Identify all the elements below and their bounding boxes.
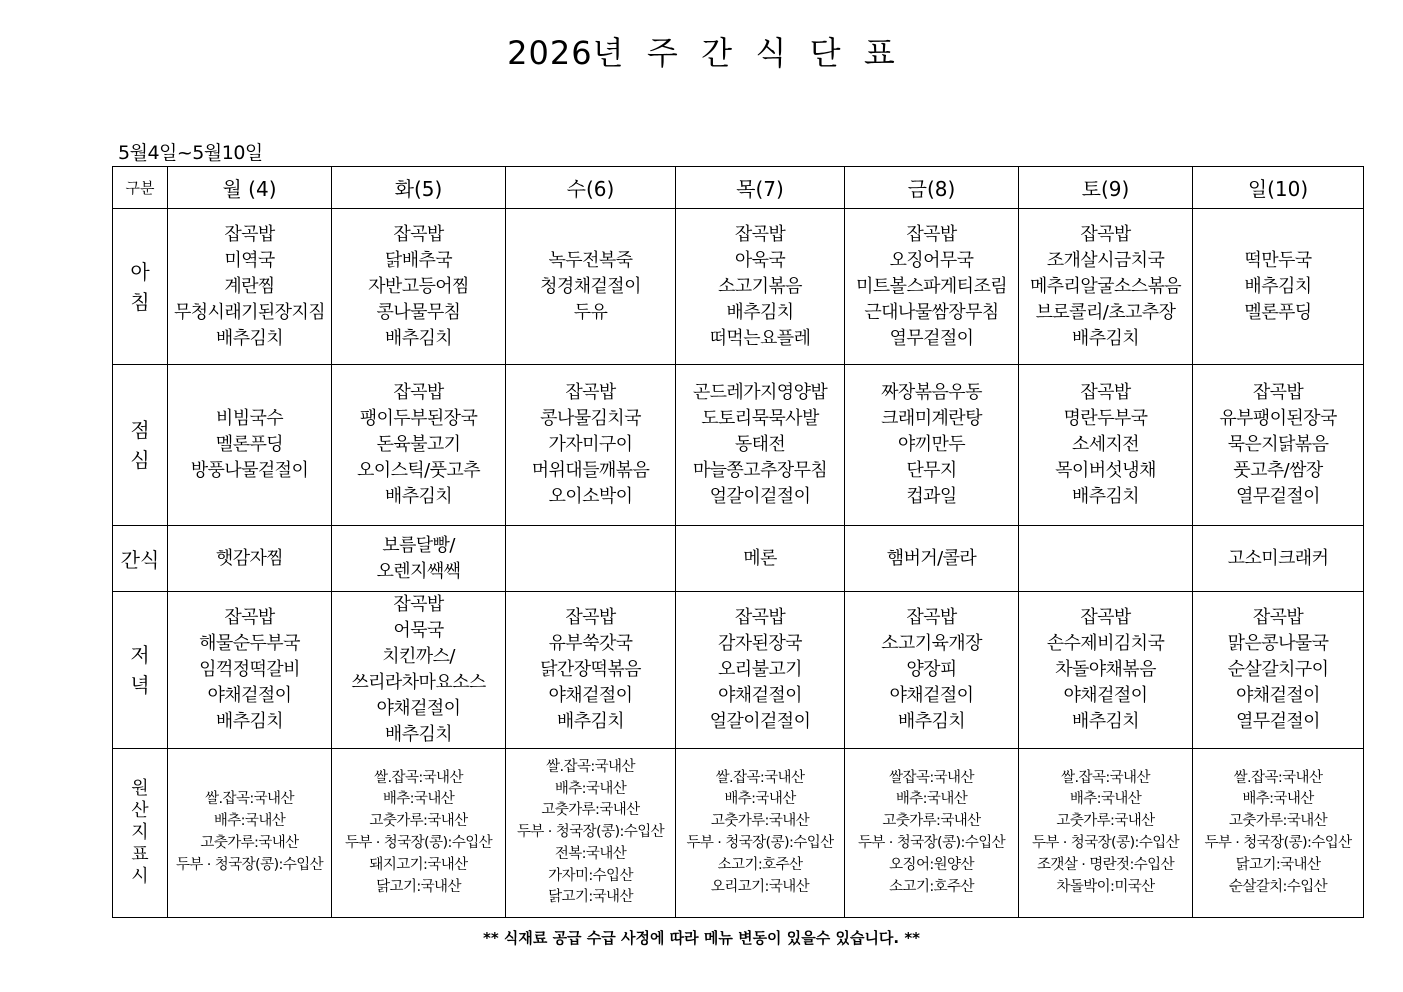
menu-item: 떠먹는요플레	[709, 327, 811, 349]
header-day: 월 (4)	[168, 167, 332, 209]
menu-item: 임꺽정떡갈비	[199, 659, 300, 680]
menu-item: 야끼만두	[897, 434, 966, 455]
row-label-char: 아	[130, 259, 150, 284]
menu-item: 방풍나물겉절이	[190, 460, 309, 481]
menu-item: 배추김치	[1244, 275, 1312, 297]
snack-cell	[676, 526, 845, 592]
menu-item: 녹두전복죽	[548, 249, 633, 271]
menu-item: 오렌지쌕쌕	[376, 560, 461, 582]
menu-item: 잡곡밥	[565, 607, 616, 628]
menu-item: 배추김치	[556, 711, 625, 732]
dinner-cell	[676, 592, 845, 749]
menu-item: 보름달빵/	[382, 534, 455, 556]
snack-cell	[332, 526, 506, 592]
menu-item: 떡만두국	[1244, 249, 1312, 271]
menu-item: 고소미크래커	[1227, 547, 1329, 569]
row-label-char: 심	[130, 448, 150, 472]
menu-item: 오리불고기	[718, 659, 802, 680]
menu-item: 잡곡밥	[734, 223, 786, 245]
menu-item: 목이버섯냉채	[1055, 460, 1156, 481]
origin-item: 조갯살 · 명란젓:수입산	[1037, 856, 1174, 873]
origin-cell	[332, 749, 506, 918]
menu-item: 콩나물무침	[376, 301, 461, 323]
menu-item: 열무겉절이	[1236, 711, 1320, 732]
origin-item: 고춧가루:국내산	[1228, 813, 1328, 830]
origin-item: 배추:국내산	[1069, 791, 1142, 808]
weekly-menu-table	[112, 166, 1364, 918]
row-label-origin	[113, 749, 168, 918]
row-label-snack: 간식	[113, 526, 168, 592]
menu-item: 도토리묵묵사발	[701, 408, 819, 429]
menu-item: 멜론푸딩	[1244, 301, 1312, 323]
menu-item: 잡곡밥	[393, 223, 444, 245]
origin-item: 쌀.잡곡:국내산	[1061, 769, 1150, 786]
menu-item: 잡곡밥	[1080, 223, 1131, 245]
origin-row	[113, 749, 1364, 918]
menu-item: 머위대들깨볶음	[531, 460, 650, 481]
menu-item: 배추김치	[215, 711, 284, 732]
menu-item: 곤드레가지영양밥	[692, 382, 828, 403]
menu-item: 소고기볶음	[718, 275, 802, 297]
lunch-cell	[845, 365, 1019, 526]
lunch-cell	[1019, 365, 1193, 526]
origin-item: 두부 · 청국장(콩):수입산	[857, 835, 1006, 851]
row-label-dinner	[113, 592, 168, 749]
origin-item: 쌀.잡곡:국내산	[546, 758, 635, 775]
menu-item: 잡곡밥	[1252, 607, 1304, 628]
menu-item: 풋고추/쌈장	[1233, 460, 1323, 481]
snack-cell	[168, 526, 332, 592]
menu-item: 명란두부국	[1063, 408, 1148, 429]
menu-item: 얼갈이겉절이	[709, 711, 811, 732]
menu-item: 야채겉절이	[376, 698, 461, 719]
origin-item: 가자미:수입산	[548, 867, 633, 884]
origin-item: 소고기:호주산	[889, 878, 974, 895]
snack-cell	[845, 526, 1019, 592]
menu-item: 소고기육개장	[881, 633, 982, 654]
menu-item: 단무지	[906, 460, 957, 481]
menu-item: 짜장볶음우동	[881, 382, 982, 403]
menu-item: 메추리알굴소스볶음	[1029, 275, 1182, 297]
menu-item: 배추김치	[1071, 711, 1140, 732]
origin-item: 배추:국내산	[382, 791, 455, 808]
origin-item: 두부 · 청국장(콩):수입산	[516, 824, 665, 841]
origin-item: 배추:국내산	[554, 780, 627, 797]
header-day: 목(7)	[676, 167, 845, 209]
menu-item: 잡곡밥	[906, 607, 957, 628]
row-label-char: 저	[130, 643, 150, 667]
origin-item: 고춧가루:국내산	[541, 802, 640, 819]
menu-item: 햇감자찜	[215, 547, 284, 569]
menu-item: 햄버거/콜라	[886, 547, 977, 569]
origin-cell	[676, 749, 845, 918]
row-label-char: 침	[130, 289, 150, 314]
origin-item: 두부 · 청국장(콩):수입산	[344, 835, 493, 851]
menu-item: 무청시래기된장지짐	[173, 301, 326, 323]
menu-item: 잡곡밥	[1080, 607, 1131, 628]
menu-item: 오이스틱/풋고추	[357, 460, 480, 481]
origin-item: 쌀잡곡:국내산	[889, 769, 974, 786]
menu-item: 청경채겉절이	[540, 275, 641, 297]
breakfast-cell	[845, 209, 1019, 365]
menu-item: 손수제비김치국	[1046, 633, 1165, 654]
menu-item: 잡곡밥	[906, 223, 957, 245]
origin-item: 쌀.잡곡:국내산	[715, 769, 805, 786]
origin-item: 배추:국내산	[724, 791, 796, 808]
menu-item: 소세지전	[1071, 434, 1140, 455]
menu-item: 배추김치	[726, 301, 794, 323]
menu-item: 치킨까스/	[382, 646, 455, 667]
menu-item: 미역국	[224, 249, 275, 271]
breakfast-cell	[332, 209, 506, 365]
row-label-char: 점	[130, 418, 150, 442]
menu-item: 잡곡밥	[1252, 382, 1304, 403]
origin-item: 닭고기:국내산	[548, 889, 633, 906]
menu-item: 잡곡밥	[224, 607, 275, 628]
origin-item: 고춧가루:국내산	[369, 813, 468, 830]
origin-item: 고춧가루:국내산	[882, 813, 981, 830]
origin-item: 닭고기:국내산	[376, 878, 461, 895]
menu-item: 비빔국수	[215, 408, 284, 429]
menu-item: 배추김치	[384, 486, 453, 507]
row-label-char: 원	[131, 778, 149, 799]
menu-item: 잡곡밥	[393, 594, 444, 615]
menu-item: 야채겉절이	[1236, 685, 1320, 706]
dinner-cell	[506, 592, 676, 749]
menu-item: 배추김치	[1071, 327, 1140, 349]
header-day: 일(10)	[1193, 167, 1364, 209]
origin-cell	[1193, 749, 1364, 918]
header-day: 금(8)	[845, 167, 1019, 209]
menu-item: 잡곡밥	[565, 382, 616, 403]
snack-row	[113, 526, 1364, 592]
menu-item: 야채겉절이	[718, 685, 802, 706]
menu-item: 해물순두부국	[199, 633, 300, 654]
page-title: 2026년 주 간 식 단 표	[507, 34, 896, 72]
origin-item: 닭고기:국내산	[1235, 856, 1321, 873]
menu-item: 야채겉절이	[207, 685, 292, 706]
lunch-cell	[332, 365, 506, 526]
menu-item: 배추김치	[384, 327, 453, 349]
menu-item: 돈육불고기	[376, 434, 461, 455]
origin-item: 쌀.잡곡:국내산	[205, 791, 294, 808]
origin-item: 배추:국내산	[1242, 791, 1314, 808]
origin-item: 돼지고기:국내산	[369, 856, 468, 873]
menu-item: 콩나물김치국	[540, 408, 641, 429]
header-day: 화(5)	[332, 167, 506, 209]
menu-item: 잡곡밥	[224, 223, 275, 245]
menu-item: 브로콜리/초고추장	[1035, 301, 1176, 323]
footer-note: ** 식재료 공급 수급 사정에 따라 메뉴 변동이 있을수 있습니다. **	[482, 929, 921, 947]
menu-item: 잡곡밥	[393, 382, 444, 403]
header-corner: 구분	[113, 167, 168, 209]
menu-item: 배추김치	[215, 327, 284, 349]
origin-item: 두부 · 청국장(콩):수입산	[686, 835, 834, 851]
menu-item: 배추김치	[1071, 486, 1140, 507]
menu-item: 묵은지닭볶음	[1227, 434, 1329, 455]
origin-item: 배추:국내산	[895, 791, 968, 808]
menu-item: 가자미구이	[548, 434, 633, 455]
origin-item: 전복:국내산	[554, 845, 627, 862]
dinner-cell	[1193, 592, 1364, 749]
snack-cell	[506, 526, 676, 592]
menu-item: 맑은콩나물국	[1227, 633, 1329, 654]
menu-item: 미트볼스파게티조림	[855, 275, 1008, 297]
menu-item: 오이소박이	[548, 486, 633, 507]
header-day: 토(9)	[1019, 167, 1193, 209]
menu-item: 배추김치	[384, 724, 453, 745]
menu-item: 닭배추국	[384, 249, 453, 271]
menu-item: 야채겉절이	[548, 685, 633, 706]
menu-item: 계란찜	[224, 275, 275, 297]
origin-item: 순살갈치:수입산	[1228, 878, 1328, 895]
dinner-row	[113, 592, 1364, 749]
origin-item: 배추:국내산	[213, 813, 286, 830]
week-period: 5월4일~5월10일	[118, 142, 263, 164]
snack-cell	[1019, 526, 1193, 592]
lunch-cell	[506, 365, 676, 526]
origin-item: 두부 · 청국장(콩):수입산	[175, 856, 324, 873]
origin-item: 두부 · 청국장(콩):수입산	[1031, 835, 1180, 851]
row-label-char: 산	[131, 800, 149, 821]
lunch-row	[113, 365, 1364, 526]
menu-item: 멜론푸딩	[215, 434, 284, 455]
menu-item: 팽이두부된장국	[359, 408, 478, 429]
row-label-breakfast	[113, 209, 168, 365]
dinner-cell	[845, 592, 1019, 749]
menu-item: 차돌야채볶음	[1055, 659, 1156, 680]
menu-item: 야채겉절이	[1063, 685, 1148, 706]
menu-item: 아욱국	[734, 249, 786, 271]
row-label-char: 표	[131, 844, 149, 865]
dinner-cell	[1019, 592, 1193, 749]
menu-item: 자반고등어찜	[368, 275, 469, 297]
menu-item: 얼갈이겉절이	[709, 486, 811, 507]
menu-item: 어묵국	[393, 620, 444, 641]
menu-item: 컵과일	[906, 486, 957, 507]
origin-cell	[845, 749, 1019, 918]
menu-item: 잡곡밥	[734, 607, 786, 628]
row-label-char: 지	[131, 822, 149, 843]
menu-item: 조개살시금치국	[1046, 249, 1165, 271]
menu-item: 오징어무국	[889, 249, 974, 271]
menu-item: 감자된장국	[718, 633, 802, 654]
origin-item: 소고기:호주산	[717, 856, 803, 873]
origin-item: 고춧가루:국내산	[1056, 813, 1155, 830]
breakfast-cell	[1193, 209, 1364, 365]
menu-item: 양장피	[906, 659, 957, 680]
origin-item: 오징어:원양산	[889, 856, 974, 873]
menu-item: 배추김치	[897, 711, 966, 732]
menu-item: 메론	[743, 547, 777, 569]
menu-item: 유부팽이된장국	[1219, 408, 1337, 429]
origin-item: 쌀.잡곡:국내산	[374, 769, 463, 786]
snack-cell	[1193, 526, 1364, 592]
origin-cell	[506, 749, 676, 918]
menu-item: 잡곡밥	[1080, 382, 1131, 403]
origin-item: 쌀.잡곡:국내산	[1233, 769, 1323, 786]
menu-item: 쓰리라차마요소스	[351, 672, 486, 693]
row-label-lunch	[113, 365, 168, 526]
menu-item: 닭간장떡볶음	[540, 659, 641, 680]
breakfast-cell	[168, 209, 332, 365]
row-label-char: 시	[131, 866, 149, 887]
breakfast-cell	[506, 209, 676, 365]
menu-item: 열무겉절이	[889, 327, 974, 349]
breakfast-cell	[676, 209, 845, 365]
breakfast-row	[113, 209, 1364, 365]
header-row	[113, 167, 1364, 209]
menu-item: 열무겉절이	[1236, 486, 1320, 507]
header-day: 수(6)	[506, 167, 676, 209]
dinner-cell	[168, 592, 332, 749]
origin-item: 차돌박이:미국산	[1056, 878, 1155, 895]
origin-item: 고춧가루:국내산	[710, 813, 810, 830]
menu-item: 근대나물쌈장무침	[864, 301, 999, 323]
origin-item: 고춧가루:국내산	[200, 835, 299, 851]
row-label-char: 녁	[130, 673, 150, 697]
menu-item: 크래미계란탕	[881, 408, 982, 429]
menu-item: 두유	[573, 301, 608, 323]
menu-item: 동태전	[734, 434, 786, 455]
breakfast-cell	[1019, 209, 1193, 365]
menu-item: 마늘쫑고추장무침	[692, 460, 828, 481]
origin-item: 오리고기:국내산	[710, 878, 810, 895]
dinner-cell	[332, 592, 506, 749]
menu-item: 순살갈치구이	[1227, 659, 1329, 680]
menu-item: 야채겉절이	[889, 685, 974, 706]
origin-item: 두부 · 청국장(콩):수입산	[1204, 835, 1352, 851]
origin-cell	[168, 749, 332, 918]
origin-cell	[1019, 749, 1193, 918]
lunch-cell	[168, 365, 332, 526]
lunch-cell	[1193, 365, 1364, 526]
lunch-cell	[676, 365, 845, 526]
menu-item: 유부쑥갓국	[548, 633, 633, 654]
